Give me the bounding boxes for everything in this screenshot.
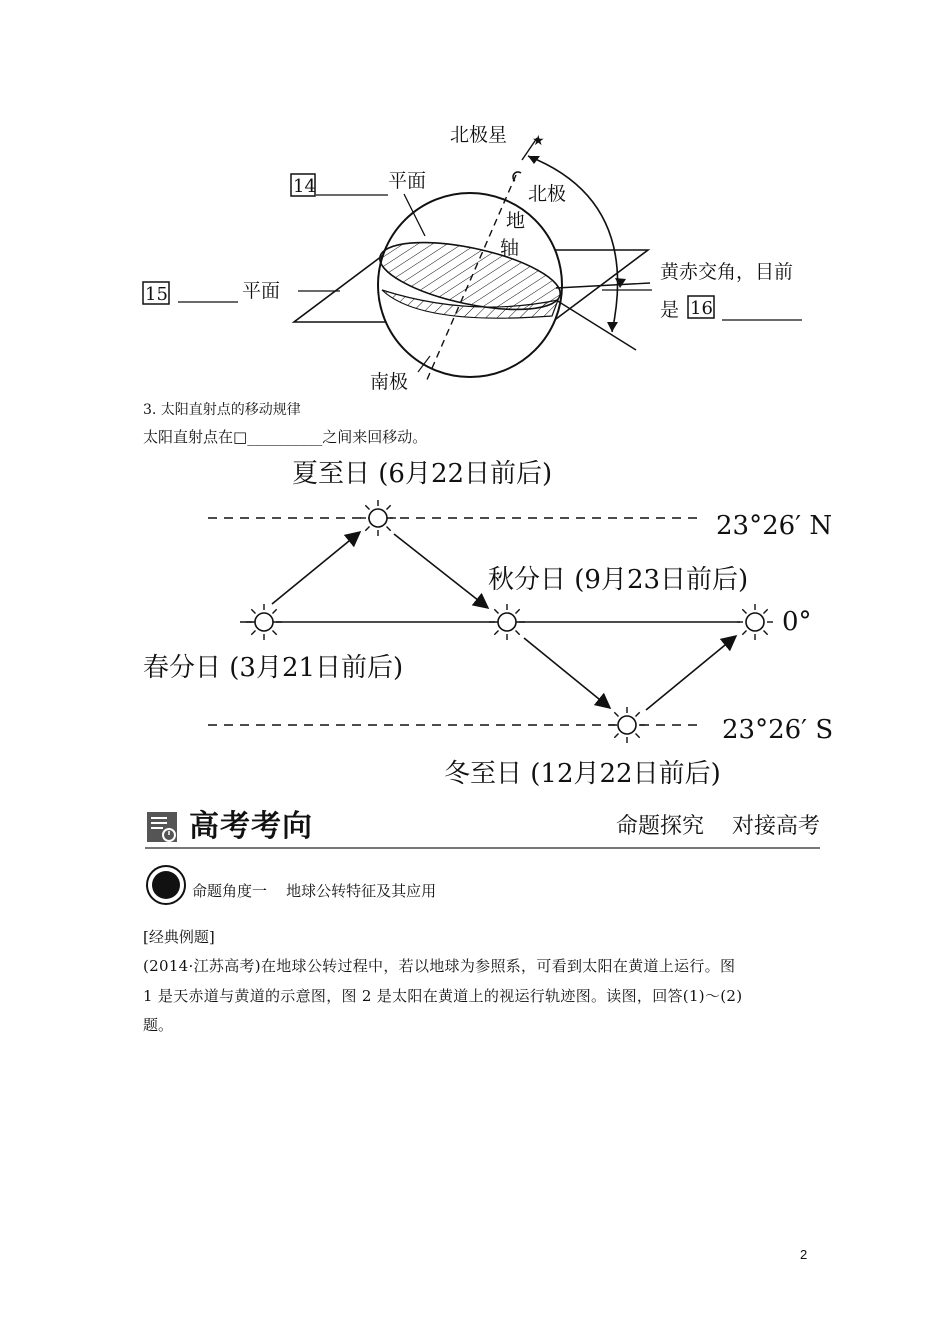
answer-box: □ xyxy=(233,428,248,446)
section-banner xyxy=(145,808,820,850)
blank16-number: 16 xyxy=(690,298,713,319)
banner-rule xyxy=(145,847,820,849)
sun-icon-next-spring xyxy=(737,604,773,640)
example-line3: 题。 xyxy=(143,1016,174,1034)
document-icon xyxy=(145,810,179,844)
example-line2: 1 是天赤道与黄道的示意图，图 2 是太阳在黄道上的视运行轨迹图。读图，回答(1)～(2) xyxy=(143,987,743,1005)
north-pole-marker xyxy=(513,172,521,181)
sentence-prefix: 太阳直射点在 xyxy=(143,428,234,446)
obliquity-label-prefix: 是 xyxy=(660,299,680,321)
section3-sentence xyxy=(143,424,427,450)
plane-label-left: 平面 xyxy=(242,280,281,302)
banner-title: 高考考向 xyxy=(189,809,313,844)
north-pole-label: 北极 xyxy=(528,183,567,205)
sun-migration-diagram xyxy=(0,450,950,795)
example-line1: (2014·江苏高考)在地球公转过程中，若以地球为参照系，可看到太阳在黄道上运行。图 xyxy=(143,957,736,975)
autumn-equinox-label: 秋分日 (9月23日前后) xyxy=(488,565,749,595)
section3-heading: 3. 太阳直射点的移动规律 xyxy=(143,402,301,418)
summer-solstice-label: 夏至日 (6月22日前后) xyxy=(292,459,553,489)
lat-north-label: 23°26′ N xyxy=(716,511,833,541)
example-tag: [经典例题] xyxy=(143,928,215,946)
sun-icon-spring xyxy=(246,604,282,640)
sun-icon-summer xyxy=(360,500,396,536)
winter-solstice-label: 冬至日 (12月22日前后) xyxy=(444,759,721,789)
lat-equator-label: 0° xyxy=(782,607,812,637)
sun-icon-autumn xyxy=(489,604,525,640)
earth-planes-diagram xyxy=(0,0,950,400)
axis-label-2: 轴 xyxy=(500,237,520,259)
sentence-suffix: 之间来回移动。 xyxy=(322,428,428,446)
sun-icon-winter xyxy=(609,707,645,743)
page-number: 2 xyxy=(800,1247,808,1262)
spring-equinox-label: 春分日 (3月21日前后) xyxy=(143,653,404,683)
north-star-icon: ★ xyxy=(532,133,545,149)
axis-label-1: 地 xyxy=(506,210,526,232)
north-star-label: 北极星 xyxy=(450,124,508,146)
lat-south-label: 23°26′ S xyxy=(722,715,834,745)
bullet-ring-icon xyxy=(146,865,186,905)
obliquity-label-line1: 黄赤交角，目前 xyxy=(660,261,794,283)
banner-right-text: 命题探究 对接高考 xyxy=(616,814,820,839)
south-pole-label: 南极 xyxy=(370,371,409,393)
blank14-number: 14 xyxy=(293,176,316,197)
angle-heading: 命题角度一 地球公转特征及其应用 xyxy=(192,882,437,900)
blank15-number: 15 xyxy=(145,284,168,305)
plane-label-top: 平面 xyxy=(388,170,427,192)
answer-blank: __________ xyxy=(247,428,323,446)
